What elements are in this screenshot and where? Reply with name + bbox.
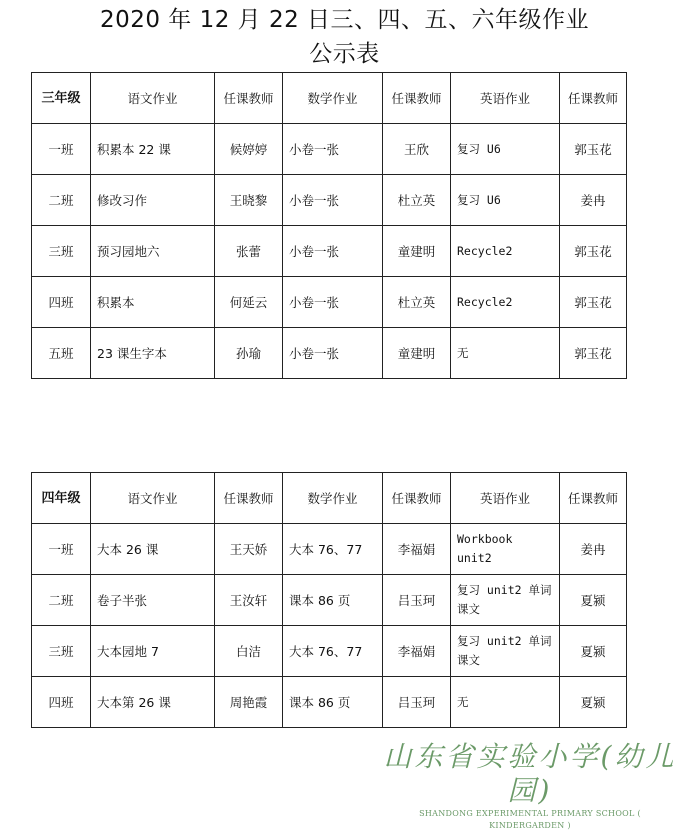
english-teacher: 郭玉花 (560, 226, 627, 277)
table-row (32, 328, 627, 379)
school-name-cn: 山东省实验小学(幼儿园) (383, 740, 677, 807)
grade3-homework-table (31, 72, 627, 379)
class-name: 三班 (32, 226, 91, 277)
column-header: 任课教师 (560, 473, 627, 524)
chinese-teacher: 白洁 (215, 626, 283, 677)
math-teacher: 吕玉珂 (383, 575, 451, 626)
english-teacher: 郭玉花 (560, 328, 627, 379)
english-homework: Workbook unit2 (451, 524, 560, 575)
chinese-homework: 大本第 26 课 (91, 677, 215, 728)
chinese-homework: 23 课生字本 (91, 328, 215, 379)
english-homework: 复习 U6 (451, 124, 560, 175)
chinese-homework: 卷子半张 (91, 575, 215, 626)
english-teacher: 夏颍 (560, 677, 627, 728)
math-homework: 小卷一张 (283, 328, 383, 379)
english-homework: 复习 unit2 单词课文 (451, 626, 560, 677)
english-homework: 无 (451, 328, 560, 379)
column-header: 数学作业 (283, 73, 383, 124)
english-teacher: 姜冉 (560, 175, 627, 226)
page-subtitle: 公示表 (309, 41, 380, 67)
math-teacher: 童建明 (383, 328, 451, 379)
grade-label: 三年级 (32, 73, 91, 124)
class-name: 四班 (32, 677, 91, 728)
math-teacher: 杜立英 (383, 277, 451, 328)
math-homework: 小卷一张 (283, 175, 383, 226)
school-logo (380, 740, 680, 832)
english-homework: 复习 unit2 单词课文 (451, 575, 560, 626)
table-header-row (32, 473, 627, 524)
chinese-homework: 积累本 22 课 (91, 124, 215, 175)
school-name-en: SHANDONG EXPERIMENTAL PRIMARY SCHOOL ( KINDERGARDEN ) (419, 809, 641, 830)
math-homework: 大本 76、77 (283, 626, 383, 677)
column-header: 语文作业 (91, 73, 215, 124)
english-teacher: 夏颍 (560, 575, 627, 626)
column-header: 任课教师 (560, 73, 627, 124)
math-homework: 小卷一张 (283, 226, 383, 277)
table-row (32, 124, 627, 175)
math-homework: 小卷一张 (283, 277, 383, 328)
class-name: 三班 (32, 626, 91, 677)
chinese-homework: 大本 26 课 (91, 524, 215, 575)
chinese-homework: 预习园地六 (91, 226, 215, 277)
class-name: 四班 (32, 277, 91, 328)
chinese-teacher: 张蕾 (215, 226, 283, 277)
class-name: 一班 (32, 124, 91, 175)
chinese-teacher: 孙瑜 (215, 328, 283, 379)
table-row (32, 575, 627, 626)
english-homework: 无 (451, 677, 560, 728)
english-teacher: 郭玉花 (560, 277, 627, 328)
chinese-homework: 积累本 (91, 277, 215, 328)
table-row (32, 175, 627, 226)
table-row (32, 626, 627, 677)
english-teacher: 夏颍 (560, 626, 627, 677)
chinese-teacher: 候婷婷 (215, 124, 283, 175)
math-homework: 课本 86 页 (283, 677, 383, 728)
class-name: 一班 (32, 524, 91, 575)
class-name: 二班 (32, 175, 91, 226)
column-header: 数学作业 (283, 473, 383, 524)
column-header: 英语作业 (451, 473, 560, 524)
math-teacher: 李福娟 (383, 524, 451, 575)
column-header: 任课教师 (215, 73, 283, 124)
chinese-teacher: 王晓黎 (215, 175, 283, 226)
english-homework: 复习 U6 (451, 175, 560, 226)
math-teacher: 杜立英 (383, 175, 451, 226)
table-row (32, 677, 627, 728)
table-row (32, 226, 627, 277)
table-row (32, 277, 627, 328)
math-homework: 课本 86 页 (283, 575, 383, 626)
page-title: 2020 年 12 月 22 日三、四、五、六年级作业 (99, 7, 590, 33)
chinese-homework: 修改习作 (91, 175, 215, 226)
english-teacher: 姜冉 (560, 524, 627, 575)
chinese-homework: 大本园地 7 (91, 626, 215, 677)
math-teacher: 吕玉珂 (383, 677, 451, 728)
column-header: 任课教师 (383, 73, 451, 124)
chinese-teacher: 王天娇 (215, 524, 283, 575)
chinese-teacher: 王汝轩 (215, 575, 283, 626)
chinese-teacher: 何延云 (215, 277, 283, 328)
grade4-homework-table (31, 472, 627, 728)
math-teacher: 王欣 (383, 124, 451, 175)
english-teacher: 郭玉花 (560, 124, 627, 175)
column-header: 英语作业 (451, 73, 560, 124)
table-row (32, 524, 627, 575)
chinese-teacher: 周艳霞 (215, 677, 283, 728)
math-homework: 大本 76、77 (283, 524, 383, 575)
math-homework: 小卷一张 (283, 124, 383, 175)
class-name: 五班 (32, 328, 91, 379)
math-teacher: 李福娟 (383, 626, 451, 677)
column-header: 语文作业 (91, 473, 215, 524)
english-homework: Recycle2 (451, 226, 560, 277)
math-teacher: 童建明 (383, 226, 451, 277)
column-header: 任课教师 (215, 473, 283, 524)
english-homework: Recycle2 (451, 277, 560, 328)
class-name: 二班 (32, 575, 91, 626)
table-header-row (32, 73, 627, 124)
grade-label: 四年级 (32, 473, 91, 524)
column-header: 任课教师 (383, 473, 451, 524)
